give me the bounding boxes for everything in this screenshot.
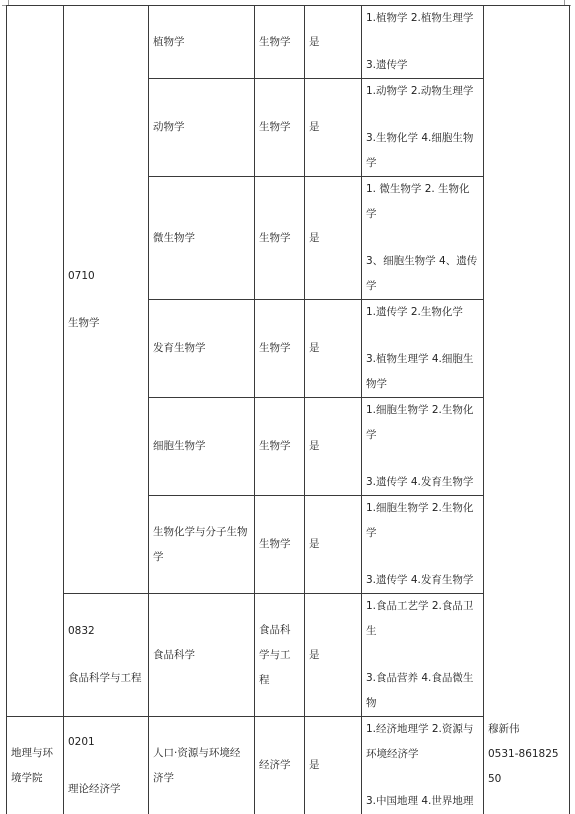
contact-phone: 0531-86182550 — [488, 742, 565, 792]
courses-line-1: 1.动物学 2.动物生理学 — [366, 79, 479, 104]
discipline-cell — [64, 6, 149, 594]
courses-cell — [362, 398, 484, 496]
courses-cell — [362, 6, 484, 79]
category-cell: 生物学 — [255, 6, 305, 79]
college-cell: 地理与环境学院 — [7, 717, 64, 814]
courses-cell — [362, 177, 484, 300]
courses-line-2: 3.植物生理学 4.细胞生物学 — [366, 347, 479, 397]
major-cell: 动物学 — [149, 79, 255, 177]
courses-line-1: 1. 微生物学 2. 生物化学 — [366, 177, 479, 227]
courses-cell — [362, 594, 484, 717]
flag-cell: 是 — [305, 6, 362, 79]
major-cell: 发育生物学 — [149, 300, 255, 398]
courses-line-2: 3、细胞生物学 4、遗传学 — [366, 249, 479, 299]
flag-cell: 是 — [305, 300, 362, 398]
courses-line-2: 3.遗传学 4.发育生物学 — [366, 568, 479, 593]
flag-cell: 是 — [305, 79, 362, 177]
discipline-code: 0832 — [68, 619, 144, 644]
courses-cell — [362, 717, 484, 814]
category-cell: 生物学 — [255, 496, 305, 594]
flag-cell: 是 — [305, 398, 362, 496]
courses-line-1: 1.细胞生物学 2.生物化学 — [366, 398, 479, 448]
table-row — [7, 6, 570, 79]
courses-line-1: 1.食品工艺学 2.食品卫生 — [366, 594, 479, 644]
courses-line-2: 3.食品营养 4.食品微生物 — [366, 666, 479, 716]
college-cell — [7, 6, 64, 717]
courses-cell — [362, 300, 484, 398]
discipline-code: 0710 — [68, 264, 144, 289]
courses-cell — [362, 496, 484, 594]
category-cell: 经济学 — [255, 717, 305, 814]
discipline-name: 食品科学与工程 — [68, 666, 144, 691]
courses-line-2: 3.中国地理 4.世界地理 — [366, 789, 479, 814]
category-cell: 生物学 — [255, 398, 305, 496]
courses-cell — [362, 79, 484, 177]
flag-cell: 是 — [305, 594, 362, 717]
category-cell: 生物学 — [255, 300, 305, 398]
discipline-name: 生物学 — [68, 311, 144, 336]
category-cell: 食品科学与工程 — [255, 594, 305, 717]
flag-cell: 是 — [305, 717, 362, 814]
contact-name: 穆新伟 — [488, 717, 565, 742]
courses-line-2: 3.生物化学 4.细胞生物学 — [366, 126, 479, 176]
flag-cell: 是 — [305, 496, 362, 594]
major-cell: 细胞生物学 — [149, 398, 255, 496]
courses-line-1: 1.经济地理学 2.资源与环境经济学 — [366, 717, 479, 767]
discipline-code: 0201 — [68, 730, 144, 755]
discipline-cell — [64, 717, 149, 814]
program-table — [6, 5, 570, 814]
courses-line-1: 1.遗传学 2.生物化学 — [366, 300, 479, 325]
category-cell: 生物学 — [255, 79, 305, 177]
major-cell: 植物学 — [149, 6, 255, 79]
major-cell: 微生物学 — [149, 177, 255, 300]
discipline-name: 理论经济学 — [68, 777, 144, 802]
contact-cell — [484, 6, 570, 814]
courses-line-2: 3.遗传学 — [366, 53, 479, 78]
major-cell: 生物化学与分子生物学 — [149, 496, 255, 594]
courses-line-2: 3.遗传学 4.发育生物学 — [366, 470, 479, 495]
category-cell: 生物学 — [255, 177, 305, 300]
major-cell: 人口·资源与环境经济学 — [149, 717, 255, 814]
courses-line-1: 1.细胞生物学 2.生物化学 — [366, 496, 479, 546]
flag-cell: 是 — [305, 177, 362, 300]
major-cell: 食品科学 — [149, 594, 255, 717]
courses-line-1: 1.植物学 2.植物生理学 — [366, 6, 479, 31]
discipline-cell — [64, 594, 149, 717]
